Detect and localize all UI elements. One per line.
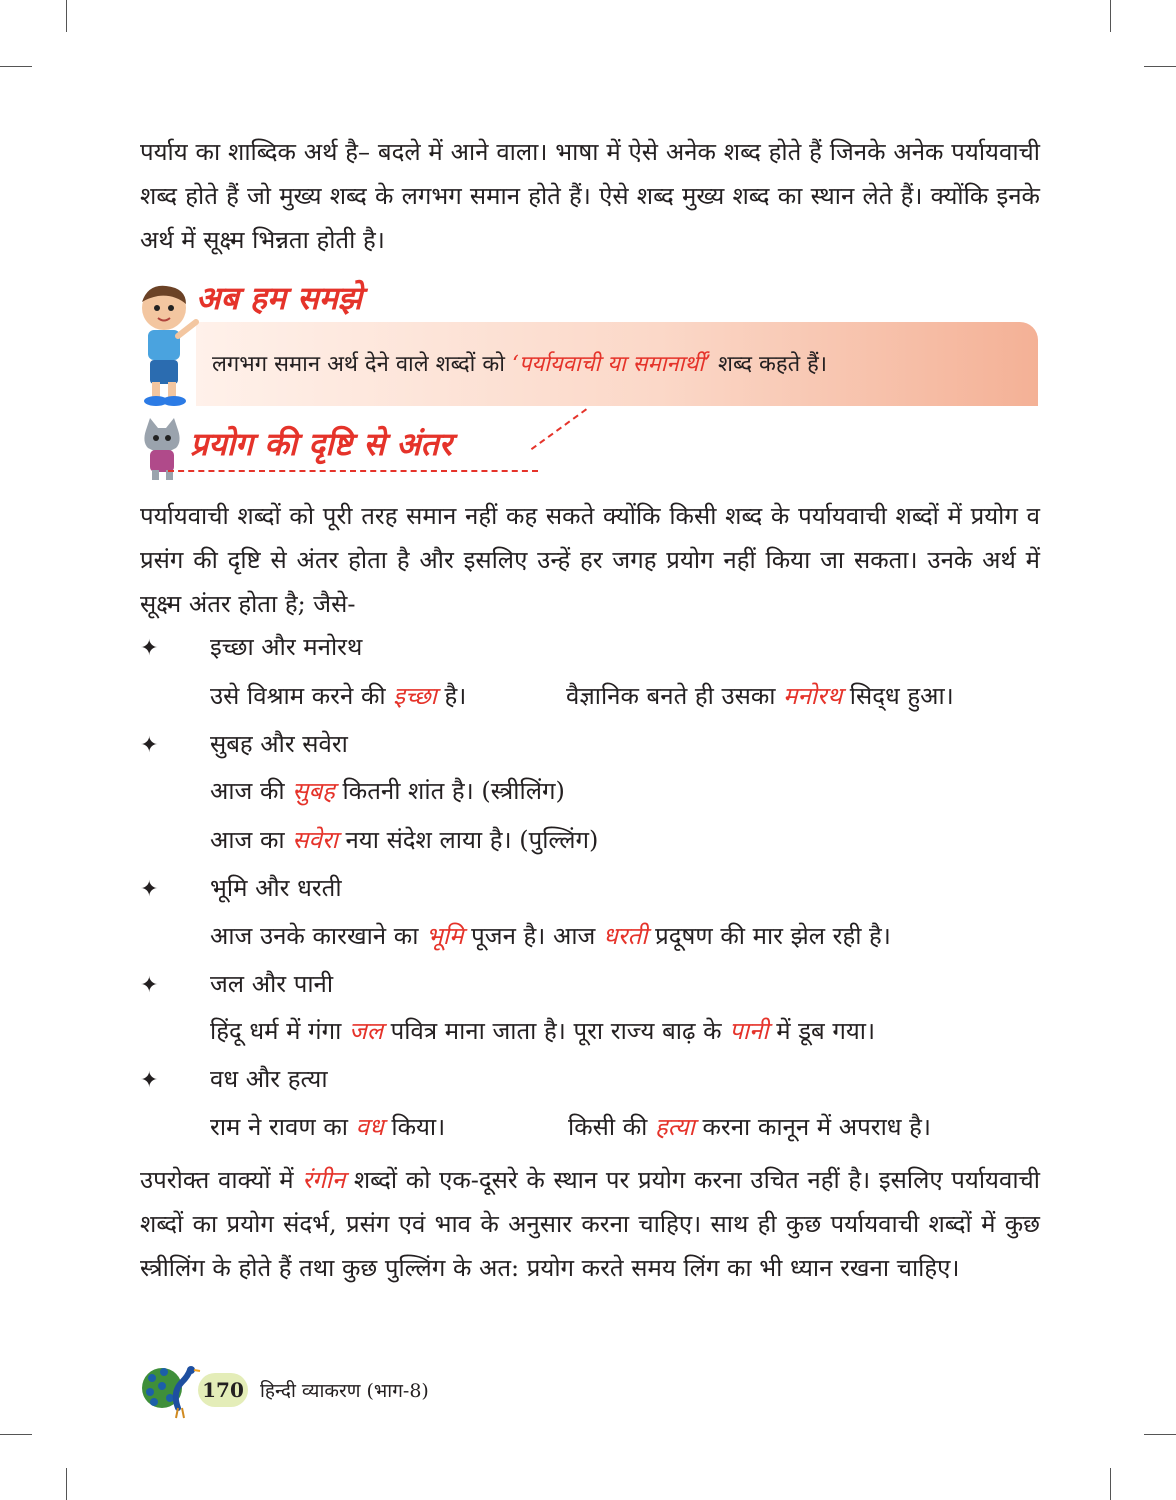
crop-mark: [66, 0, 67, 32]
example-sentence: [210, 820, 598, 860]
sentence-text: आज की: [210, 777, 293, 805]
callout-text-after: शब्द कहते हैं।: [711, 352, 828, 377]
example-sentence: [210, 771, 565, 811]
example-sentence: [210, 1107, 445, 1147]
conclusion-text: शब्दों को एक-दूसरे के स्थान पर प्रयोग करना उचित नहीं है। इसलिए पर्यायवाची शब्दों का प्रयोग संदर्भ, प्रसंग एवं भाव के अनुसार करना चाहिए। साथ ही कुछ पर्यायवाची शब्दों में कुछ स्त्रीलिंग के होते हैं तथा कुछ पुल्लिंग के अत: प्रयोग करते समय लिंग का भी ध्यान रखना चाहिए।: [140, 1166, 1040, 1282]
bullet-icon: ✦: [140, 973, 159, 998]
sentence-text: में डूब गया।: [768, 1017, 876, 1045]
sentence-text: पूजन है। आज: [463, 922, 603, 950]
callout-text-before: लगभग समान अर्थ देने वाले शब्दों को: [212, 352, 512, 377]
sentence-text: किसी की: [568, 1113, 655, 1141]
example-pair: जल और पानी: [210, 970, 334, 998]
example-sentence: [568, 1107, 931, 1147]
sentence-text: वैज्ञानिक बनते ही उसका: [566, 682, 784, 710]
highlighted-word: मनोरथ: [783, 682, 843, 710]
sentence-text: किया।: [383, 1113, 446, 1141]
sentence-text: करना कानून में अपराध है।: [694, 1113, 932, 1141]
example-sentence: [210, 1011, 875, 1051]
example-sentence: [566, 676, 954, 716]
example-pair: इच्छा और मनोरथ: [210, 633, 363, 661]
example-pair: वध और हत्या: [210, 1065, 328, 1093]
bullet-icon: ✦: [140, 1068, 159, 1093]
highlighted-word: हत्या: [655, 1113, 695, 1141]
crop-mark: [1144, 1434, 1176, 1435]
crop-mark: [1144, 66, 1176, 67]
callout-term: ‘पर्यायवाची या समानार्थी’: [511, 352, 712, 377]
sentence-text: आज का: [210, 826, 293, 854]
example-pair: सुबह और सवेरा: [210, 730, 348, 758]
intro-paragraph: पर्याय का शाब्दिक अर्थ है– बदले में आने वाला। भाषा में ऐसे अनेक शब्द होते हैं जिनके अनेक पर्यायवाची शब्द होते हैं जो मुख्य शब्द के लगभग समान होते हैं। ऐसे शब्द मुख्य शब्द का स्थान लेते हैं। क्योंकि इनके अर्थ में सूक्ष्म भिन्नता होती है।: [140, 138, 1040, 254]
sentence-text: नया संदेश लाया है। (पुल्लिंग): [337, 826, 599, 854]
highlighted-word: सुबह: [292, 777, 335, 805]
highlighted-word: पानी: [729, 1017, 769, 1045]
book-title: हिन्दी व्याकरण (भाग-8): [260, 1380, 429, 1402]
page-number: 170: [202, 1378, 244, 1402]
highlighted-word: इच्छा: [393, 682, 437, 710]
callout-definition: [212, 345, 827, 385]
highlighted-word: जल: [348, 1017, 384, 1045]
callout-title: अब हम समझे: [196, 279, 363, 317]
crop-mark: [66, 1468, 67, 1500]
crop-mark: [0, 1434, 32, 1435]
sentence-text: उसे विश्राम करने की: [210, 682, 394, 710]
crop-mark: [0, 66, 32, 67]
cat-mascot-icon: [136, 416, 188, 482]
section-underline: [168, 470, 538, 472]
sentence-text: आज उनके कारखाने का: [210, 922, 427, 950]
section-intro-paragraph: पर्यायवाची शब्दों को पूरी तरह समान नहीं कह सकते क्योंकि किसी शब्द के पर्यायवाची शब्दों में प्रयोग व प्रसंग की दृष्टि से अंतर होता है और इसलिए उन्हें हर जगह प्रयोग नहीं किया जा सकता। उनके अर्थ में सूक्ष्म अंतर होता है; जैसे-: [140, 502, 1040, 618]
highlighted-word: वध: [355, 1113, 384, 1141]
sentence-text: पवित्र माना जाता है। पूरा राज्य बाढ़ के: [383, 1017, 730, 1045]
example-sentence: [210, 676, 466, 716]
sentence-text: हिंदू धर्म में गंगा: [210, 1017, 349, 1045]
example-pair: भूमि और धरती: [210, 874, 342, 902]
highlighted-word: धरती: [602, 922, 648, 950]
sentence-text: सिद्‌ध हुआ।: [842, 682, 954, 710]
section-underline-tail: [531, 408, 587, 450]
crop-mark: [1110, 0, 1111, 32]
highlighted-word: सवेरा: [292, 826, 338, 854]
conclusion-text: उपरोक्त वाक्यों में: [140, 1166, 303, 1194]
boy-mascot-icon: [128, 282, 200, 408]
sentence-text: है।: [436, 682, 467, 710]
sentence-text: कितनी शांत है। (स्त्रीलिंग): [334, 777, 565, 805]
sentence-text: प्रदूषण की मार झेल रही है।: [647, 922, 891, 950]
crop-mark: [1110, 1468, 1111, 1500]
bullet-icon: ✦: [140, 877, 159, 902]
example-sentence: [210, 916, 891, 956]
bullet-icon: ✦: [140, 636, 159, 661]
highlighted-word: रंगीन: [302, 1166, 346, 1194]
peacock-icon: [140, 1362, 202, 1420]
sentence-text: राम ने रावण का: [210, 1113, 356, 1141]
conclusion-paragraph: [140, 1158, 1040, 1290]
highlighted-word: भूमि: [426, 922, 464, 950]
bullet-icon: ✦: [140, 733, 159, 758]
section-title: प्रयोग की दृष्टि से अंतर: [190, 425, 452, 463]
